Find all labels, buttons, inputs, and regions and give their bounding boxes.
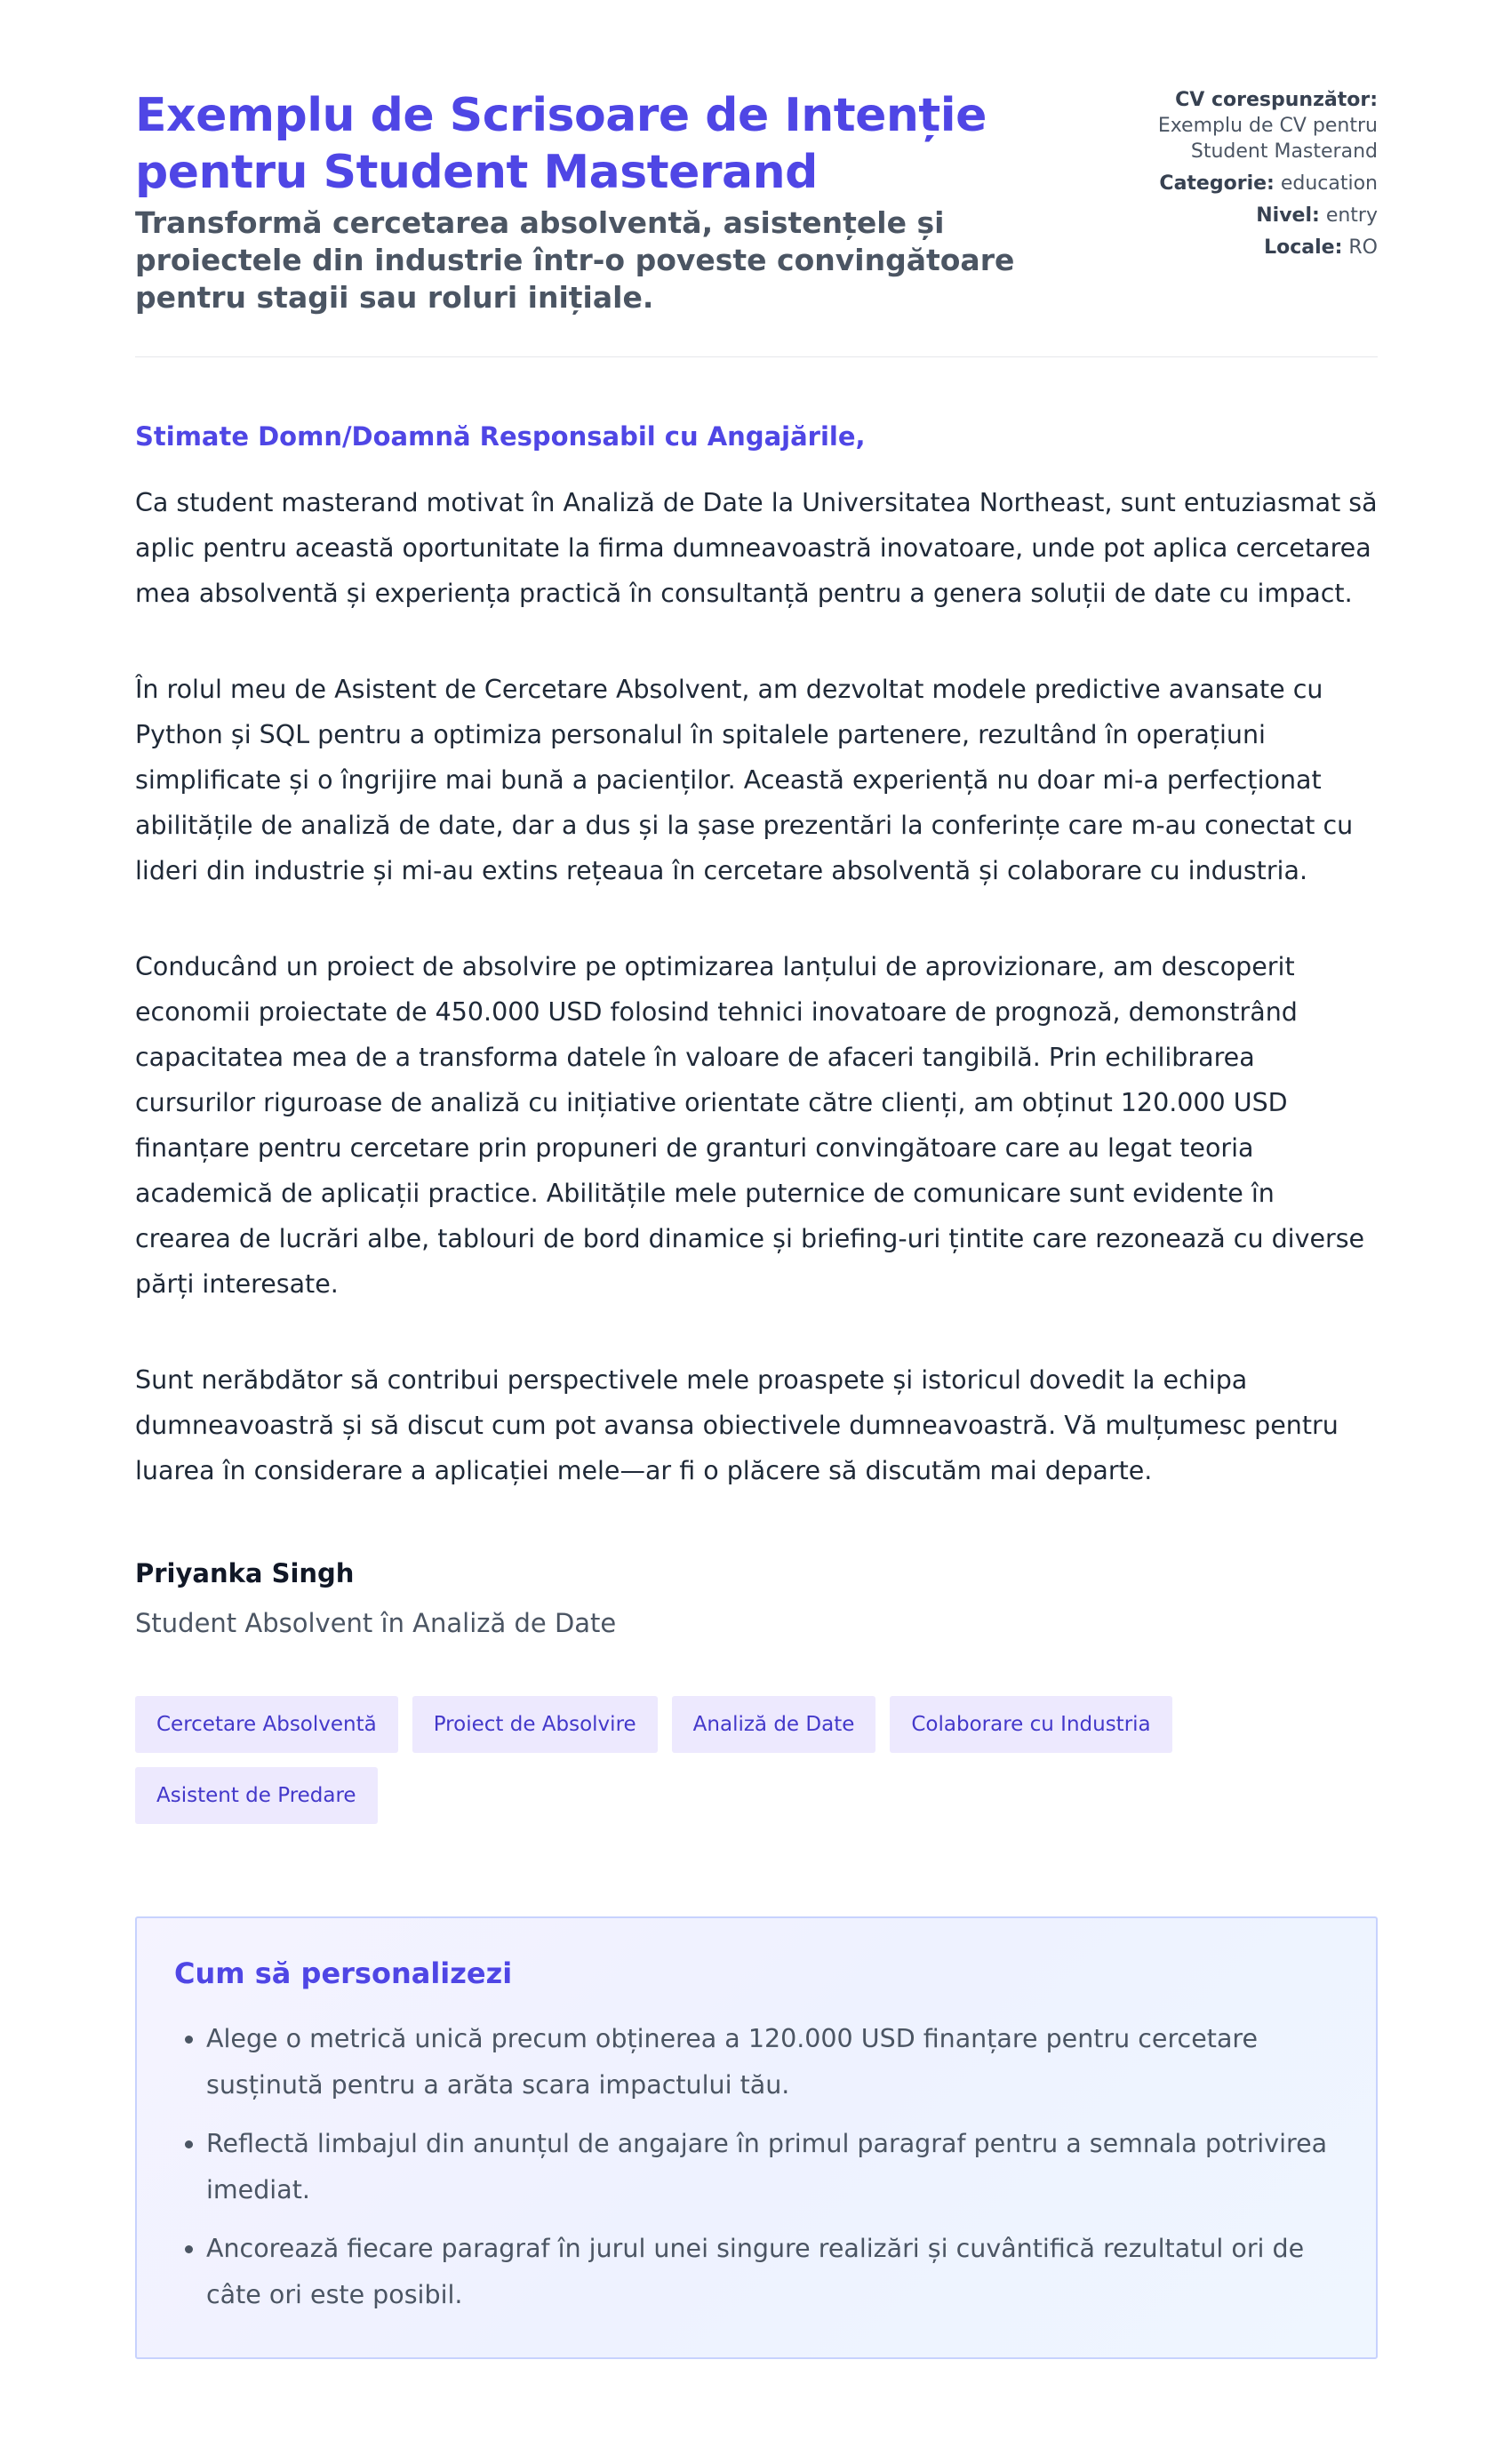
tips-item: • Reflectă limbajul din anunțul de angajare în primul paragraf pentru a semnala potrivirea imediat. [206, 2121, 1340, 2213]
page-title: Exemplu de Scrisoare de Intenție pentru Student Masterand [135, 89, 987, 199]
signature-role: Student Absolvent în Analiză de Date [135, 1608, 617, 1638]
meta-level-label: Nivel: [1256, 204, 1320, 227]
tag[interactable]: Proiect de Absolvire [412, 1696, 658, 1753]
tips-list [174, 2016, 1340, 2318]
letter-paragraph: Ca student masterand motivat în Analiză de Date la Universitatea Northeast, sunt entuziasmat să aplic pentru această oportunitate la firma dumneavoastră inovatoare, unde pot aplica cercetarea mea absolventă și experiența practică în consultanță pentru a genera soluții de date cu impact. [135, 488, 1378, 608]
meta-category-value: education [1280, 172, 1378, 195]
tag[interactable]: Analiză de Date [672, 1696, 876, 1753]
meta-category-label: Categorie: [1159, 172, 1275, 195]
meta-level-value: entry [1325, 204, 1378, 227]
personalize-tips-box [135, 1916, 1378, 2359]
letter-salutation: Stimate Domn/Doamnă Responsabil cu Angajările, [135, 421, 866, 452]
tag[interactable]: Cercetare Absolventă [135, 1696, 398, 1753]
tag[interactable]: Colaborare cu Industria [890, 1696, 1171, 1753]
signature [135, 1556, 1378, 1641]
tips-item: • Alege o metrică unică precum obținerea a 120.000 USD finanțare pentru cercetare susținută pentru a arăta scara impactului tău. [206, 2016, 1340, 2108]
cover-letter-page [135, 87, 1378, 2359]
tips-item: • Ancorează fiecare paragraf în jurul unei singure realizări și cuvântifică rezultatul ori de câte ori este posibil. [206, 2226, 1340, 2318]
meta-level [1093, 203, 1378, 228]
letter-paragraph: În rolul meu de Asistent de Cercetare Absolvent, am dezvoltat modele predictive avansate cu Python și SQL pentru a optimiza personalul în spitalele partenere, rezultând în operațiuni simplificate și o îngrijire mai bună a pacienților. Această experiență nu doar mi-a perfecționat abilitățile de analiză de date, dar a dus și la șase prezentări la conferințe care m-au conectat cu lideri din industrie și mi-au extins rețeaua în cercetare absolventă și colaborare cu industria. [135, 675, 1354, 885]
tag-list [135, 1696, 1202, 1824]
meta-category [1093, 171, 1378, 196]
signature-name: Priyanka Singh [135, 1558, 355, 1588]
tips-title: Cum să personalizezi [174, 1956, 513, 1990]
letter-body [135, 480, 1378, 1493]
meta-cv-label: CV corespunzător: [1175, 89, 1378, 111]
header-divider [135, 356, 1378, 357]
header-titles [135, 87, 1077, 316]
page-subtitle: Transformă cercetarea absolventă, asistențele și proiectele din industrie într-o poveste convingătoare pentru stagii sau roluri inițiale. [135, 205, 1015, 315]
letter-paragraph: Sunt nerăbdător să contribui perspectivele mele proaspete și istoricul dovedit la echipa dumneavoastră și să discut cum pot avansa obiectivele dumneavoastră. Vă mulțumesc pentru luarea în considerare a aplicației mele—ar fi o plăcere să discutăm mai departe. [135, 1365, 1339, 1485]
meta-locale [1093, 235, 1378, 260]
meta-locale-label: Locale: [1264, 236, 1343, 259]
letter-paragraph: Conducând un proiect de absolvire pe optimizarea lanțului de aprovizionare, am descoperit economii proiectate de 450.000 USD folosind tehnici inovatoare de prognoză, demonstrând capacitatea mea de a transforma datele în valoare de afaceri tangibilă. Prin echilibrarea cursurilor riguroase de analiză cu inițiative orientate către clienți, am obținut 120.000 USD finanțare pentru cercetare prin propuneri de granturi convingătoare care au legat teoria academică de aplicații practice. Abilitățile mele puternice de comunicare sunt evidente în crearea de lucrări albe, tablouri de bord dinamice și briefing-uri țintite care rezonează cu diverse părți interesate. [135, 952, 1365, 1299]
meta-locale-value: RO [1348, 236, 1378, 259]
header [135, 87, 1378, 316]
tag[interactable]: Asistent de Predare [135, 1767, 378, 1824]
meta-panel [1093, 87, 1378, 267]
meta-cv-link[interactable]: Exemplu de CV pentru Student Masterand [1157, 115, 1378, 163]
meta-cv [1093, 87, 1378, 164]
